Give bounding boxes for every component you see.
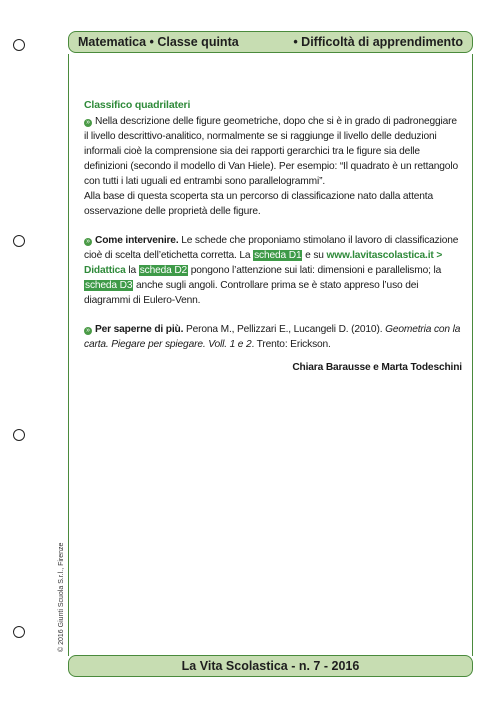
page-header <box>68 31 473 53</box>
header-topic: • Difficoltà di apprendimento <box>293 35 463 49</box>
article-title: Classifico quadrilateri <box>84 99 191 111</box>
page-footer: La Vita Scolastica - n. 7 - 2016 <box>68 655 473 677</box>
author-signature: Chiara Barausse e Marta Todeschini <box>292 362 462 373</box>
scheda-d2-link[interactable]: scheda D2 <box>139 265 188 276</box>
website-link[interactable]: www.lavitascolastica.it > Didattica <box>84 250 443 276</box>
binder-hole-3 <box>13 429 25 441</box>
book-title: Geometria con la carta. Piegare per spiegare. Voll. 1 e 2 <box>84 324 461 350</box>
binder-hole-1 <box>13 39 25 51</box>
scheda-d3-link[interactable]: scheda D3 <box>85 280 133 291</box>
bullet-icon: » <box>84 327 92 335</box>
further-reading-lead: Per saperne di più. <box>95 324 184 335</box>
scheda-d1-link[interactable]: scheda D1 <box>254 250 302 261</box>
header-subject: Matematica • Classe quinta <box>78 35 239 49</box>
binder-hole-2 <box>13 235 25 247</box>
paragraph-how-to: » Come intervenire. Le schede che proponiamo stimolano il lavoro di classificazione cioè di scelta dell’etichetta corretta. La scheda D1 e su www.lavitascolastica.it > Didattica la scheda D2 pongono l’attenzione sui lati: dimensioni e parallelismo; la scheda D3 anche sugli angoli. Controllare prima se è stato appreso l’uso dei diagrammi di Eulero-Venn. <box>84 235 459 306</box>
how-to-lead: Come intervenire. <box>95 235 179 246</box>
binder-hole-4 <box>13 626 25 638</box>
copyright-note: © 2016 Giunti Scuola S.r.l., Firenze <box>58 542 65 652</box>
paragraph-intro-2: Alla base di questa scoperta sta un percorso di classificazione nato dalla attenta osservazione delle proprietà delle figure. <box>84 191 434 217</box>
bullet-icon: » <box>84 119 92 127</box>
paragraph-further-reading: » Per saperne di più. Perona M., Pellizzari E., Lucangeli D. (2010). Geometria con la carta. Piegare per spiegare. Voll. 1 e 2. Trento: Erickson. <box>84 324 461 350</box>
article <box>84 98 462 375</box>
paragraph-intro: » Nella descrizione delle figure geometriche, dopo che si è in grado di padroneggiare il livello descrittivo-analitico, normalmente se si raggiunge il livello delle deduzioni informali cioè la comprensione sia dei rapporti gerarchici tra le figure sia delle definizioni (secondo il modello di Van Hiele). Per esempio: “Il quadrato è un rettangolo con tutti i lati uguali ed entrambi sono parallelogrammi”. <box>84 116 458 187</box>
bullet-icon: » <box>84 238 92 246</box>
